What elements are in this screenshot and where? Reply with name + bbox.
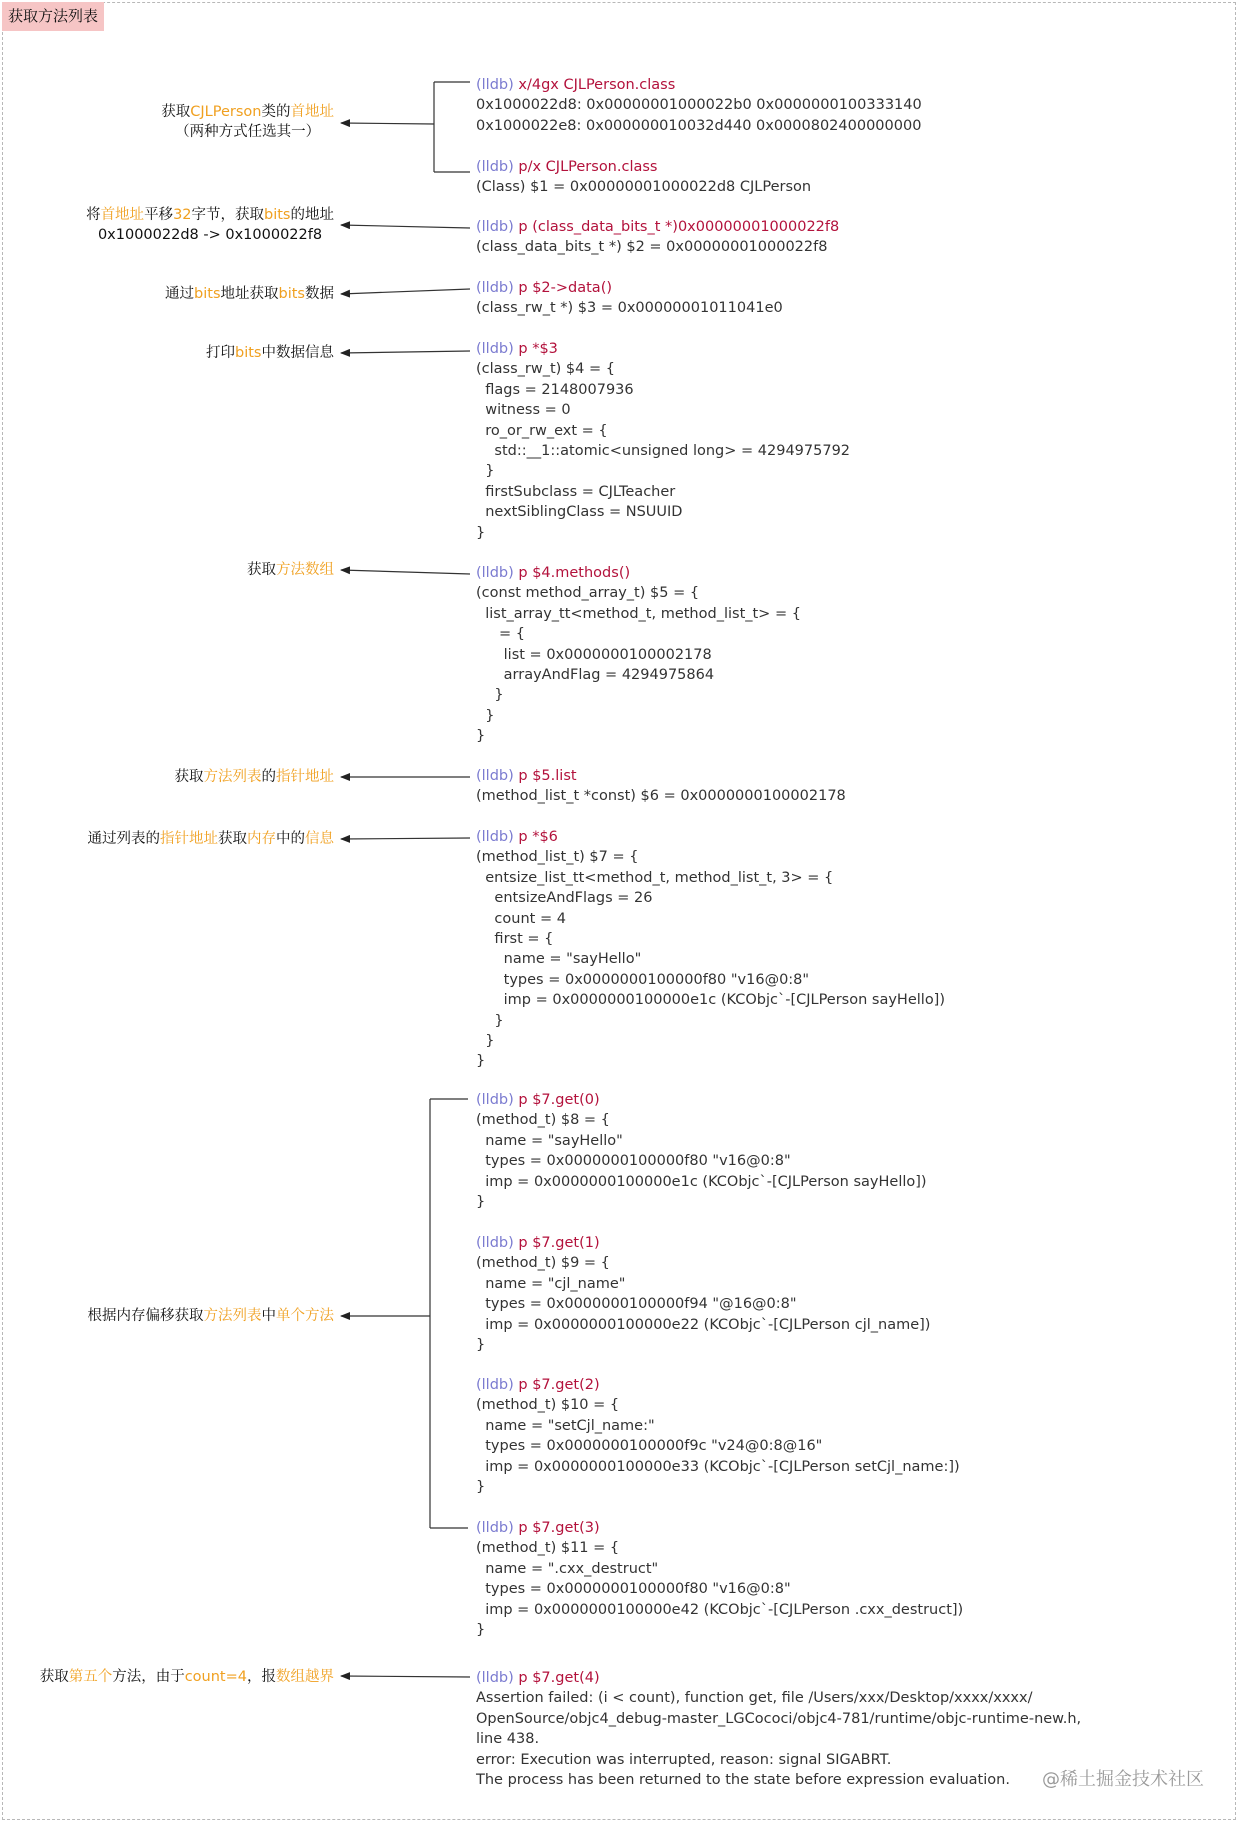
- annotation-label: [86, 205, 334, 245]
- annotation-highlight: 内存: [247, 831, 276, 847]
- annotation-label: [175, 767, 335, 787]
- lldb-output-line: (class_rw_t *) $3 = 0x00000001011041e0: [476, 300, 783, 317]
- lldb-prompt: (lldb): [476, 1377, 514, 1393]
- lldb-output-line: }: [476, 1621, 486, 1638]
- lldb-output-line: 0x1000022e8: 0x000000010032d440 0x0000802400000000: [476, 117, 922, 134]
- lldb-output-line: count = 4: [476, 910, 566, 927]
- annotation-highlight: 信息: [305, 831, 334, 847]
- lldb-prompt: (lldb): [476, 1520, 514, 1536]
- lldb-output-line: nextSiblingClass = NSUUID: [476, 504, 683, 521]
- watermark: @稀土掘金技术社区: [1042, 1769, 1204, 1790]
- annotation-segment: 中数据信息: [261, 345, 334, 361]
- lldb-command: p $7.get(0): [513, 1092, 600, 1108]
- annotation-highlight: 数组越界: [276, 1669, 334, 1685]
- annotation-label: [88, 1306, 335, 1326]
- lldb-block: [476, 1668, 1081, 1790]
- annotation-highlight: bits: [278, 286, 305, 302]
- annotation-text: [165, 286, 334, 302]
- lldb-prompt: (lldb): [476, 768, 514, 784]
- lldb-prompt: (lldb): [476, 159, 514, 175]
- annotation-segment: 根据内存偏移获取: [87, 1308, 204, 1324]
- annotation-highlight: bits: [194, 286, 221, 302]
- annotation-text: [88, 831, 335, 847]
- annotation-segment: 获取: [247, 562, 276, 578]
- annotation-label: [165, 284, 334, 304]
- lldb-output-line: }: [476, 1053, 486, 1070]
- annotation-highlight: count=4: [184, 1669, 247, 1685]
- lldb-command: p *$3: [513, 341, 558, 357]
- annotation-segment: 数据: [305, 286, 334, 302]
- lldb-output-line: (Class) $1 = 0x00000001000022d8 CJLPerson: [476, 179, 812, 196]
- lldb-command-line: [476, 1375, 960, 1395]
- lldb-output-line: types = 0x0000000100000f80 "v16@0:8": [476, 1153, 791, 1170]
- lldb-output-line: name = "sayHello": [476, 951, 642, 968]
- lldb-output-line: }: [476, 1032, 495, 1049]
- lldb-output-line: types = 0x0000000100000f80 "v16@0:8": [476, 1581, 791, 1598]
- annotation-segment: 平移: [144, 207, 174, 223]
- lldb-output-line: (const method_array_t) $5 = {: [476, 585, 700, 602]
- lldb-command-line: [476, 766, 846, 786]
- lldb-command: p $5.list: [513, 768, 577, 784]
- lldb-command-line: [476, 157, 811, 177]
- lldb-output-line: imp = 0x0000000100000e33 (KCObjc`-[CJLPerson setCjl_name:]): [476, 1458, 960, 1475]
- lldb-output-line: imp = 0x0000000100000e1c (KCObjc`-[CJLPerson sayHello]): [476, 992, 945, 1009]
- lldb-prompt: (lldb): [476, 1092, 514, 1108]
- annotation-segment: 通过: [165, 286, 195, 302]
- annotation-text: [206, 345, 334, 361]
- annotation-highlight: 32: [173, 207, 192, 223]
- lldb-command: p $2->data(): [513, 280, 613, 296]
- lldb-command: p $7.get(3): [513, 1520, 600, 1536]
- connector-arrow: [341, 225, 470, 228]
- lldb-output-line: ro_or_rw_ext = {: [476, 422, 608, 439]
- lldb-block: [476, 75, 922, 136]
- annotation-segment: 的: [261, 769, 276, 785]
- lldb-output-line: Assertion failed: (i < count), function get, file /Users/xxx/Desktop/xxxx/xxxx/: [476, 1690, 1033, 1707]
- lldb-prompt: (lldb): [476, 280, 514, 296]
- annotation-segment: 获取: [174, 769, 204, 785]
- annotation-highlight: 单个方法: [276, 1308, 334, 1324]
- lldb-output-line: The process has been returned to the state before expression evaluation.: [476, 1771, 1010, 1788]
- annotation-label: [247, 560, 334, 580]
- annotation-segment: 中的: [276, 831, 305, 847]
- lldb-command: p/x CJLPerson.class: [513, 159, 658, 175]
- annotation-segment: ，报: [247, 1669, 276, 1685]
- lldb-output-line: name = "setCjl_name:": [476, 1417, 655, 1434]
- lldb-output-line: name = "cjl_name": [476, 1275, 626, 1292]
- lldb-command-line: [476, 563, 801, 583]
- lldb-prompt: (lldb): [476, 77, 514, 93]
- lldb-block: [476, 278, 783, 319]
- annotation-segment: 获取: [39, 1669, 69, 1685]
- annotation-segment: 方法，由于: [112, 1669, 185, 1685]
- lldb-block: [476, 339, 850, 543]
- annotation-highlight: 首地址: [290, 104, 334, 120]
- lldb-output-line: (method_t) $11 = {: [476, 1540, 620, 1557]
- lldb-output-line: }: [476, 1478, 486, 1495]
- lldb-output-line: imp = 0x0000000100000e42 (KCObjc`-[CJLPerson .cxx_destruct]): [476, 1601, 964, 1618]
- lldb-command-line: [476, 1518, 963, 1538]
- lldb-output-line: firstSubclass = CJLTeacher: [476, 483, 676, 500]
- lldb-output-line: }: [476, 1336, 486, 1353]
- annotation-text: [247, 562, 334, 578]
- annotation-highlight: 指针地址: [276, 769, 334, 785]
- lldb-output-line: }: [476, 1193, 486, 1210]
- connector-arrow: [341, 289, 470, 294]
- lldb-prompt: (lldb): [476, 565, 514, 581]
- annotation-subtext: （两种方式任选其一）: [175, 124, 321, 140]
- page-title: 获取方法列表: [2, 2, 104, 31]
- lldb-output-line: 0x1000022d8: 0x00000001000022b0 0x0000000100333140: [476, 97, 922, 114]
- annotation-highlight: bits: [235, 345, 262, 361]
- lldb-output-line: error: Execution was interrupted, reason: signal SIGABRT.: [476, 1751, 892, 1768]
- annotation-label: [206, 343, 334, 363]
- annotation-text: [175, 769, 335, 785]
- lldb-command-line: [476, 1233, 930, 1253]
- lldb-prompt: (lldb): [476, 1235, 514, 1251]
- annotation-segment: 将: [86, 207, 101, 223]
- annotation-highlight: 方法列表: [203, 1308, 262, 1324]
- lldb-command: p $4.methods(): [513, 565, 631, 581]
- annotation-label: [40, 1667, 334, 1687]
- lldb-output-line: name = "sayHello": [476, 1132, 623, 1149]
- lldb-command-line: [476, 827, 945, 847]
- lldb-command: p $7.get(1): [513, 1235, 600, 1251]
- lldb-block: [476, 1090, 927, 1212]
- lldb-output-line: (method_list_t *const) $6 = 0x0000000100002178: [476, 788, 846, 805]
- annotation-highlight: 方法列表: [203, 769, 262, 785]
- lldb-output-line: types = 0x0000000100000f94 "@16@0:8": [476, 1296, 797, 1313]
- lldb-block: [476, 217, 839, 258]
- lldb-output-line: }: [476, 707, 495, 724]
- annotation-label: [88, 829, 335, 849]
- annotation-highlight: CJLPerson: [190, 104, 262, 120]
- lldb-output-line: imp = 0x0000000100000e1c (KCObjc`-[CJLPerson sayHello]): [476, 1173, 927, 1190]
- annotation-segment: 通过列表的: [87, 831, 160, 847]
- lldb-output-line: list = 0x0000000100002178: [476, 646, 712, 663]
- lldb-output-line: }: [476, 728, 486, 745]
- lldb-output-line: types = 0x0000000100000f9c "v24@0:8@16": [476, 1438, 823, 1455]
- annotation-segment: 中: [261, 1308, 276, 1324]
- lldb-output-line: (method_t) $9 = {: [476, 1255, 610, 1272]
- lldb-output-line: arrayAndFlag = 4294975864: [476, 666, 715, 683]
- lldb-command: p $7.get(4): [513, 1670, 600, 1686]
- connector-arrow: [341, 351, 470, 353]
- annotation-segment: 字节，获取: [191, 207, 265, 223]
- lldb-command-line: [476, 75, 922, 95]
- lldb-command-line: [476, 339, 850, 359]
- lldb-command: p $7.get(2): [513, 1377, 600, 1393]
- lldb-prompt: (lldb): [476, 1670, 514, 1686]
- connector-arrow: [341, 570, 470, 574]
- connector-arrow: [341, 838, 470, 839]
- lldb-output-line: std::__1::atomic<unsigned long> = 4294975792: [476, 442, 851, 459]
- annotation-highlight: 方法数组: [276, 562, 334, 578]
- annotation-segment: 类的: [261, 104, 291, 120]
- lldb-command-line: [476, 278, 783, 298]
- connector-arrow: [341, 1676, 470, 1677]
- lldb-output-line: (method_t) $8 = {: [476, 1112, 610, 1129]
- annotation-highlight: 指针地址: [160, 831, 218, 847]
- lldb-output-line: = {: [476, 626, 526, 643]
- lldb-output-line: (class_data_bits_t *) $2 = 0x00000001000022f8: [476, 239, 828, 256]
- lldb-output-line: }: [476, 687, 504, 704]
- lldb-output-line: (method_list_t) $7 = {: [476, 849, 639, 866]
- lldb-output-line: types = 0x0000000100000f80 "v16@0:8": [476, 971, 810, 988]
- annotation-label: [161, 102, 334, 142]
- annotation-highlight: 第五个: [68, 1669, 113, 1685]
- lldb-block: [476, 157, 811, 198]
- annotation-segment: 的地址: [290, 207, 334, 223]
- lldb-block: [476, 766, 846, 807]
- annotation-text: [88, 1308, 335, 1324]
- lldb-command: p *$6: [513, 829, 558, 845]
- lldb-output-line: list_array_tt<method_t, method_list_t> = {: [476, 605, 801, 622]
- annotation-subtext: 0x1000022d8 -> 0x1000022f8: [97, 227, 323, 243]
- lldb-prompt: (lldb): [476, 829, 514, 845]
- lldb-output-line: name = ".cxx_destruct": [476, 1560, 659, 1577]
- lldb-output-line: witness = 0: [476, 402, 571, 419]
- lldb-output-line: }: [476, 1012, 504, 1029]
- lldb-output-line: first = {: [476, 930, 554, 947]
- lldb-output-line: entsizeAndFlags = 26: [476, 890, 653, 907]
- annotation-segment: 获取: [161, 104, 191, 120]
- connector-arrow: [341, 123, 434, 124]
- lldb-output-line: imp = 0x0000000100000e22 (KCObjc`-[CJLPerson cjl_name]): [476, 1316, 931, 1333]
- lldb-command-line: [476, 1090, 927, 1110]
- lldb-block: [476, 827, 945, 1072]
- annotation-text: [161, 104, 334, 120]
- lldb-output-line: flags = 2148007936: [476, 381, 634, 398]
- lldb-prompt: (lldb): [476, 219, 514, 235]
- lldb-output-line: entsize_list_tt<method_t, method_list_t, 3> = {: [476, 869, 834, 886]
- annotation-highlight: bits: [264, 207, 291, 223]
- lldb-block: [476, 563, 801, 747]
- annotation-highlight: 首地址: [100, 207, 145, 223]
- lldb-block: [476, 1518, 963, 1640]
- lldb-command: x/4gx CJLPerson.class: [513, 77, 676, 93]
- lldb-block: [476, 1233, 930, 1355]
- lldb-output-line: OpenSource/objc4_debug-master_LGCococi/objc4-781/runtime/objc-runtime-new.h,: [476, 1710, 1082, 1727]
- lldb-output-line: (class_rw_t) $4 = {: [476, 361, 615, 378]
- lldb-output-line: }: [476, 463, 495, 480]
- lldb-output-line: }: [476, 524, 486, 541]
- lldb-command-line: [476, 217, 839, 237]
- lldb-command-line: [476, 1668, 1081, 1688]
- lldb-block: [476, 1375, 960, 1497]
- annotation-text: [86, 207, 334, 223]
- lldb-output-line: line 438.: [476, 1731, 540, 1748]
- annotation-segment: 获取: [218, 831, 247, 847]
- lldb-output-line: (method_t) $10 = {: [476, 1397, 620, 1414]
- lldb-prompt: (lldb): [476, 341, 514, 357]
- lldb-command: p (class_data_bits_t *)0x00000001000022f8: [513, 219, 840, 235]
- annotation-segment: 打印: [206, 345, 236, 361]
- annotation-segment: 地址获取: [220, 286, 279, 302]
- annotation-text: [40, 1669, 334, 1685]
